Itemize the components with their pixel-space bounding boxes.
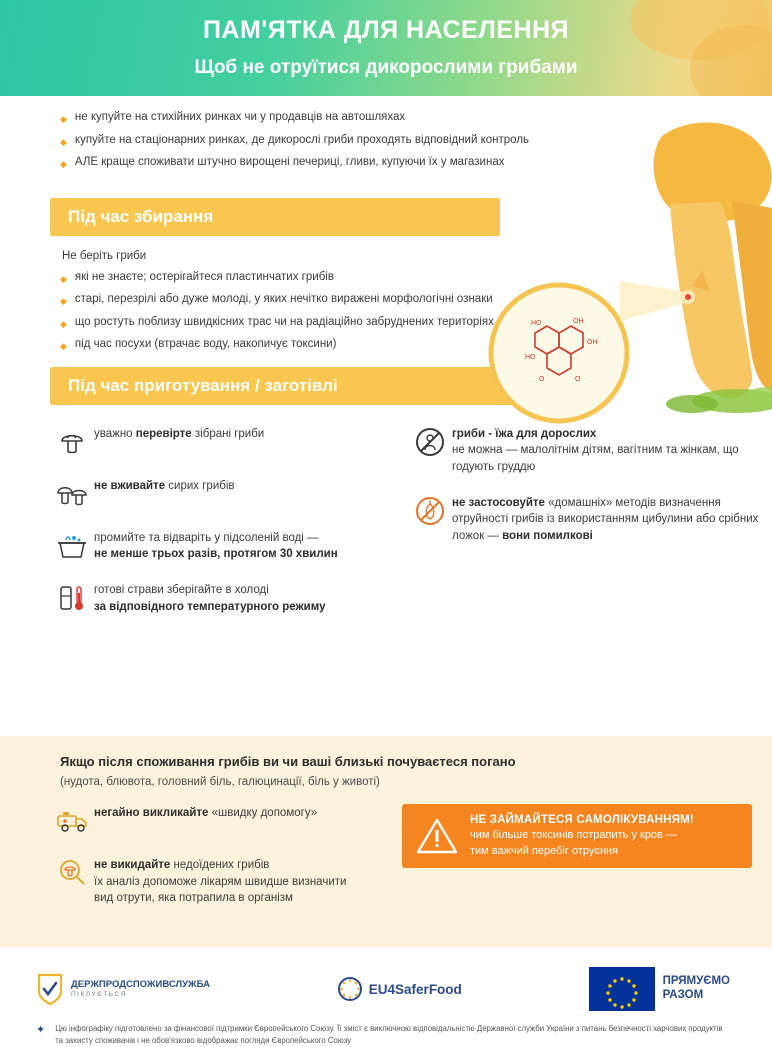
derzhprodspozhyvsluzhba-logo [36,972,210,1006]
list-item-text: АЛЕ краще споживати штучно вирощені печериці, гливи, купуючи їх у магазинах [74,156,505,169]
section-header-cooking: Під час приготування / заготівлі [50,367,520,405]
list-item-text [94,804,317,822]
text-post: «швидку допомогу» [208,807,318,819]
page-title: ПАМ'ЯТКА ДЛЯ НАСЕЛЕННЯ [202,16,570,44]
magnifier-icon [487,281,642,436]
text-pre: уважно [94,427,136,440]
list-item [50,425,400,459]
emergency-left-column [0,804,400,925]
star-icon: ✦ [36,1024,46,1037]
logo-subtitle: ПІКЛУЄТЬСЯ [71,990,127,998]
list-item [60,270,560,286]
gathering-bullet-list [0,270,560,353]
emergency-title: Якщо після споживання грибів ви чи ваші близькі почуваєтеся погано [60,754,516,769]
list-item-text [94,856,346,907]
disclaimer-text: Цю інфографіку підготовлено за фінансової підтримки Європейського Союзу. Її зміст є виключною відповідальністю Державної служби України з питань безпечності харчових продуктів та захисту споживачів і не обов'язково відображає погляди Європейського Союзу [55,1024,723,1045]
svg-text:HO: HO [531,320,542,327]
eu4saferfood-label: EU4SaferFood [368,981,462,997]
list-item [50,477,400,511]
svg-text:O: O [539,376,545,383]
svg-text:O: O [575,376,581,383]
body [0,96,772,736]
page-subtitle: Щоб не отруїтися дикорослими грибами [194,57,578,78]
text-pre: промийте та відваріть у підсоленій воді — [94,531,319,544]
warning-line-1: чим більше токсинів потрапить у кров — [470,829,677,842]
list-item [408,494,760,545]
list-item-text [452,494,760,545]
list-item [60,337,560,353]
logo-text [71,980,210,998]
gathering-note: Не беріть гриби [62,249,147,262]
list-item [50,529,400,563]
header [0,0,772,96]
svg-text:OH: OH [573,318,584,325]
svg-text:HO: HO [525,354,536,361]
thermometer-fridge-icon [50,581,94,615]
intro-bullet-list [0,96,560,184]
text-bold: за відповідного температурного режиму [94,600,326,613]
list-item [50,804,400,838]
mushroom-raw-icon [50,477,94,511]
list-item-text [94,425,264,443]
list-item-text [94,581,326,615]
text-bold: не вживайте [94,479,166,492]
list-item-text [94,529,338,563]
cooking-right-column [400,425,760,634]
magnifier-beam [620,271,695,331]
warning-line-2: тим важчий перебіг отруєння [470,845,619,858]
text-line3: вид отрути, яка потрапила в організм [94,892,293,905]
text-post: не можна — малолітнім дітям, вагітним та жінкам, що годують груддю [452,444,739,473]
list-item-text: що ростуть поблизу швидкісних трас чи на радіаційно забруднених територіях [74,315,494,328]
list-item-text: під час посухи (втрачає воду, накопичує токсини) [74,338,337,351]
diamond-bullet-icon: ◆ [60,296,67,307]
list-item [50,581,400,615]
shield-icon [36,972,64,1006]
eu-line-1: ПРЯМУЄМО [662,975,730,988]
emergency-columns [0,788,772,925]
diamond-bullet-icon: ◆ [60,114,67,124]
diamond-bullet-icon: ◆ [60,273,67,284]
magnifier-mushroom-icon [50,856,94,890]
warning-text [470,812,694,861]
diamond-bullet-icon: ◆ [60,318,67,329]
list-item [50,856,400,907]
eu-flag-icon [589,967,655,1011]
eu-line-2: РАЗОМ [662,989,704,1002]
eu-circle-icon [337,976,363,1002]
text-post: «домашніх» методів визначення отруйності грибів із використанням цибулини або срібних ложок — [452,496,759,542]
warning-triangle-icon [416,816,458,856]
cooking-left-column [0,425,400,634]
list-item [60,110,560,126]
list-item-text [94,477,235,495]
warning-title: НЕ ЗАЙМАЙТЕСЯ САМОЛІКУВАННЯМ! [470,813,694,826]
footer [0,947,772,1047]
pot-wash-icon [50,529,94,563]
text-bold: гриби - їжа для дорослих [452,427,597,440]
list-item-text: не купуйте на стихійних ринках чи у продавців на автошляхах [74,111,406,123]
eu-together-logo [589,967,730,1011]
emergency-symptoms: (нудота, блювота, головний біль, галюцинації, біль у животі) [60,776,380,788]
disclaimer [0,1011,772,1046]
list-item-text: старі, перезрілі або дуже молоді, у яких нечітко виражені морфологічні ознаки [74,293,493,306]
diamond-bullet-icon: ◆ [60,341,67,352]
footer-logos [0,961,772,1011]
eu-together-text [663,975,730,1003]
text-bold: не менше трьох разів, протягом 30 хвилин [94,548,338,561]
list-item [60,155,560,171]
text-bold: перевірте [135,427,192,440]
text-bold: не викидайте [94,859,171,871]
diamond-bullet-icon: ◆ [60,159,67,170]
cooking-columns [0,405,772,634]
emergency-panel [0,736,772,947]
ambulance-icon [50,804,94,838]
list-item [60,292,560,308]
diamond-bullet-icon: ◆ [60,136,67,147]
list-item [60,133,560,149]
text-bold: негайно викликайте [94,807,209,819]
no-child-icon [408,425,452,459]
mushroom-check-icon [50,425,94,459]
svg-text:OH: OH [587,339,598,346]
text-post: сирих грибів [165,479,235,492]
list-item [60,315,560,331]
list-item-text: які не знаєте; остерігайтеся пластинчатих грибів [74,270,334,283]
text-post: недоїдених грибів [170,859,270,871]
eu4saferfood-logo [337,976,462,1002]
self-treatment-warning-box [402,804,752,868]
text-post: зібрані гриби [191,427,265,440]
logo-title: ДЕРЖПРОДСПОЖИВСЛУЖБА [71,978,210,990]
text-bold-2: вони помилкові [502,529,593,542]
section-header-gathering: Під час збирання [50,198,500,236]
text-bold: не застосовуйте [452,496,545,509]
header-decor [0,0,772,96]
text-line2: їх аналіз допоможе лікарям швидше визначити [94,875,347,888]
no-onion-icon [408,494,452,528]
list-item-text: купуйте на стаціонарних ринках, де дикорослі гриби проходять відповідний контроль [74,133,530,146]
text-pre: готові страви зберігайте в холоді [94,583,269,596]
